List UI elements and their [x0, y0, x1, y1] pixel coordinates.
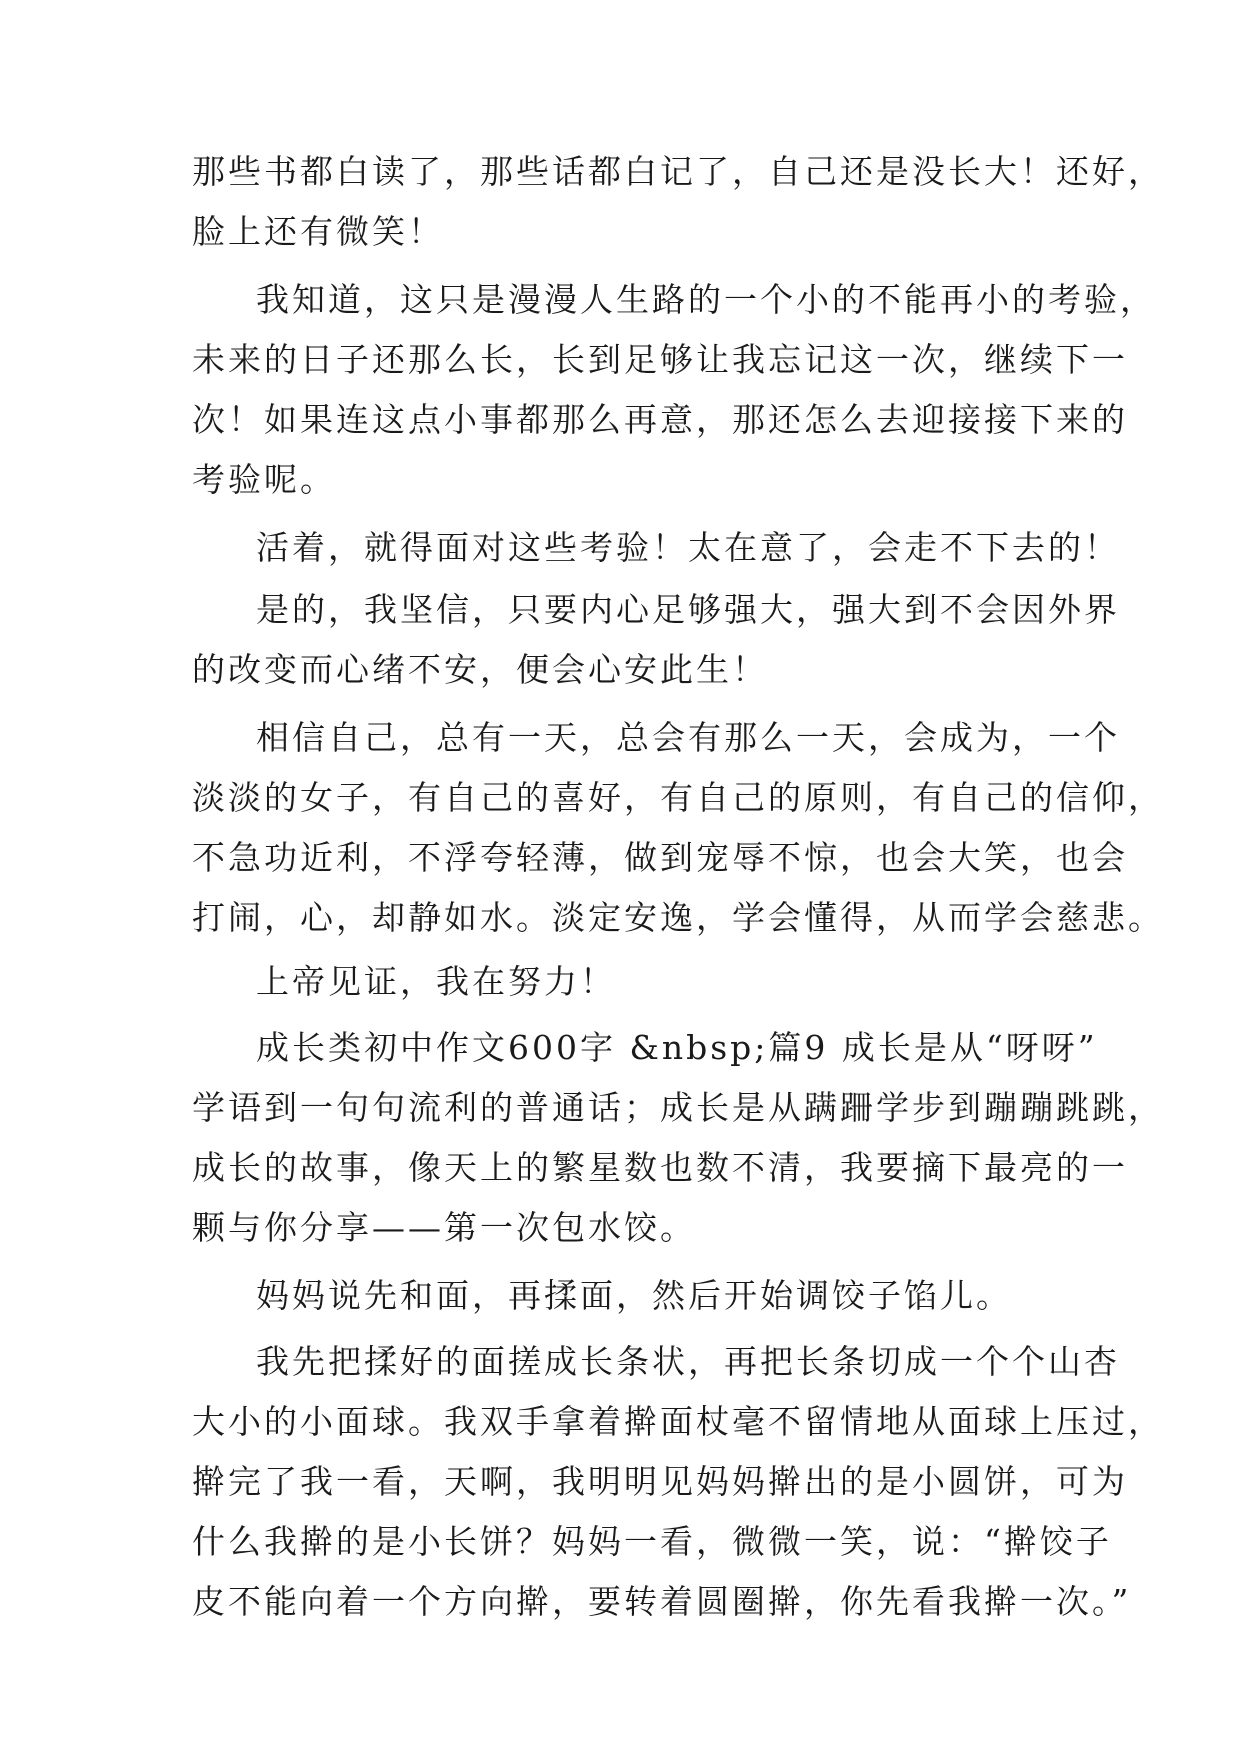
text-line: 不急功近利，不浮夸轻薄，做到宠辱不惊，也会大笑，也会	[192, 838, 1128, 877]
text-line: 淡淡的女子，有自己的喜好，有自己的原则，有自己的信仰，	[192, 778, 1164, 817]
text-line: 是的，我坚信，只要内心足够强大，强大到不会因外界	[256, 590, 1120, 629]
text-line: 活着，就得面对这些考验！太在意了，会走不下去的！	[256, 528, 1120, 567]
text-line: 什么我擀的是小长饼？妈妈一看，微微一笑，说：“擀饺子	[192, 1522, 1112, 1561]
text-line: 大小的小面球。我双手拿着擀面杖毫不留情地从面球上压过，	[192, 1402, 1164, 1441]
text-line: 相信自己，总有一天，总会有那么一天，会成为，一个	[256, 718, 1120, 757]
text-line: 学语到一句句流利的普通话；成长是从蹒跚学步到蹦蹦跳跳，	[192, 1088, 1164, 1127]
text-line: 颗与你分享——第一次包水饺。	[192, 1208, 696, 1247]
text-line: 那些书都白读了，那些话都白记了，自己还是没长大！还好，	[192, 152, 1164, 191]
text-line: 打闹，心，却静如水。淡定安逸，学会懂得，从而学会慈悲。	[192, 898, 1164, 937]
text-line: 我先把揉好的面搓成长条状，再把长条切成一个个山杏	[256, 1342, 1120, 1381]
text-line: 脸上还有微笑！	[192, 212, 444, 251]
text-line: 次！如果连这点小事都那么再意，那还怎么去迎接接下来的	[192, 400, 1128, 439]
text-line: 未来的日子还那么长，长到足够让我忘记这一次，继续下一	[192, 340, 1128, 379]
text-line: 我知道，这只是漫漫人生路的一个小的不能再小的考验，	[256, 280, 1156, 319]
text-line: 妈妈说先和面，再揉面，然后开始调饺子馅儿。	[256, 1276, 1012, 1315]
text-line: 擀完了我一看，天啊，我明明见妈妈擀出的是小圆饼，可为	[192, 1462, 1128, 1501]
text-line: 成长的故事，像天上的繁星数也数不清，我要摘下最亮的一	[192, 1148, 1128, 1187]
text-line: 考验呢。	[192, 460, 336, 499]
text-line: 的改变而心绪不安，便会心安此生！	[192, 650, 768, 689]
text-line: 成长类初中作文600字 &nbsp;篇9 成长是从“呀呀”	[256, 1028, 1098, 1067]
text-line: 上帝见证，我在努力！	[256, 962, 616, 1001]
text-line: 皮不能向着一个方向擀，要转着圆圈擀，你先看我擀一次。”	[192, 1582, 1132, 1621]
